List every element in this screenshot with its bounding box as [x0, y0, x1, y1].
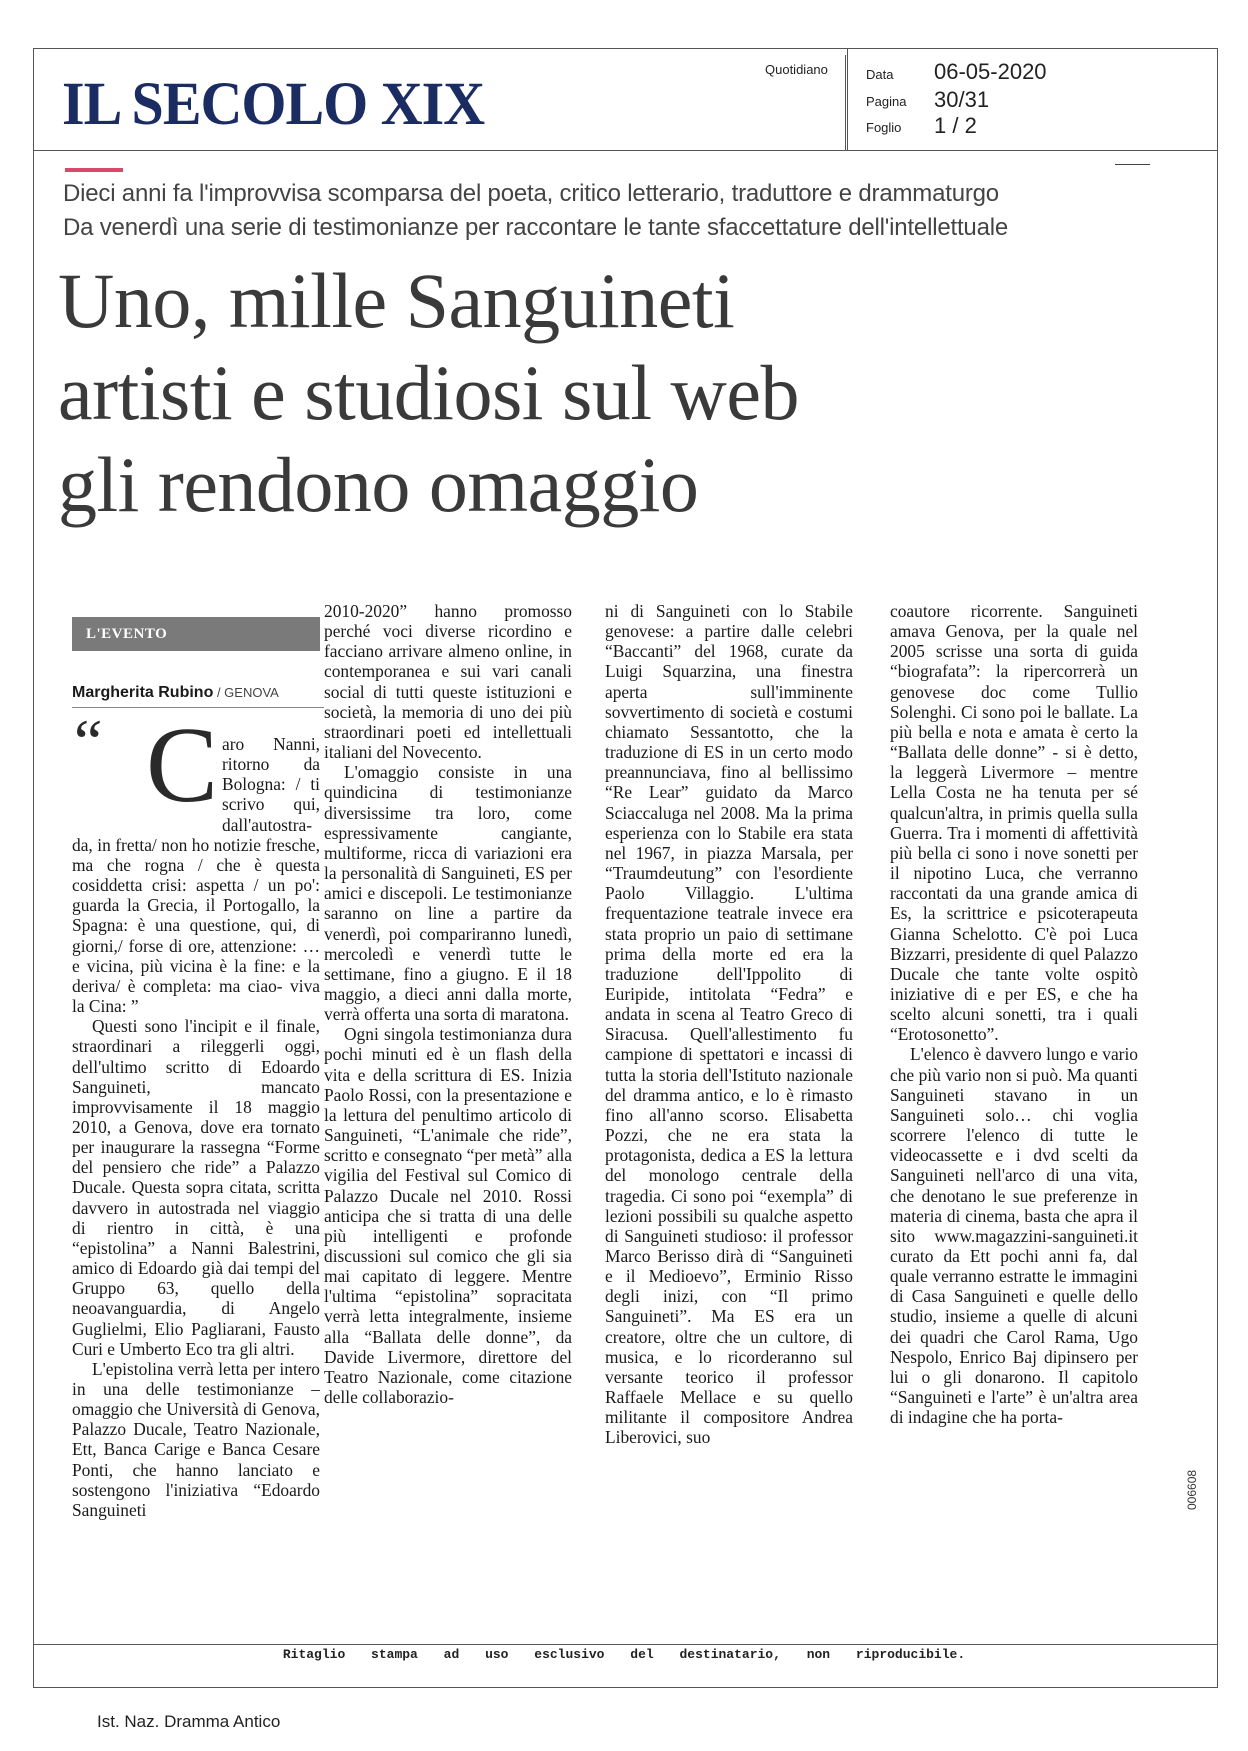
publication-type: Quotidiano [765, 62, 828, 77]
paragraph: L'epistolina verrà letta per intero in una delle testimonianze – omaggio che Università di Genova, Palazzo Ducale, Teatro Nazionale, Ett, Banca Carige e Banca Cesare Ponti, che hanno lanciato e sostengono l'iniziativa “Edoardo Sanguineti [72, 1358, 320, 1520]
headline [58, 255, 799, 531]
paragraph-lead: aro Nanni, ritorno da Bologna: / ti scrivo qui, dall'autostra- [222, 734, 320, 835]
article-column-3 [605, 601, 853, 1448]
article-column-1 [72, 734, 320, 1520]
meta-label-foglio: Foglio [866, 120, 902, 135]
headline-line-1: Uno, mille Sanguineti [58, 257, 735, 344]
meta-value-pagina: 30/31 [934, 87, 990, 112]
section-label: L'EVENTO [72, 617, 320, 651]
headline-line-3: gli rendono omaggio [58, 441, 699, 528]
meta-box [845, 55, 1218, 151]
paragraph: Ogni singola testimonianza dura pochi minuti ed è un flash della vita e della scrittura di ES. Inizia Paolo Rossi, con la presentazione e la lettura del penultimo articolo di Sanguineti, “L'animale che ride”, scritto e consegnato “per metà” alla vigilia del Festival sul Comico di Palazzo Ducale nel 2010. Rossi anticipa che si tratta di una delle più intelligenti e profonde discussioni sul comico che gli sia mai capitato di leggere. Mentre l'ultima “epistolina” sopracitata verrà letta integralmente, insieme alla “Ballata delle donne”, da Davide Livermore, direttore del Teatro Nazionale, come citazione delle collaborazio- [324, 1024, 572, 1408]
top-rule [1115, 164, 1150, 165]
bottom-credit: Ist. Naz. Dramma Antico [97, 1712, 281, 1731]
masthead-logo: IL SECOLO XIX [62, 69, 485, 138]
footer-rule [33, 1644, 1218, 1645]
headline-line-2: artisti e studiosi sul web [58, 349, 799, 436]
paragraph: L'omaggio consiste in una quindicina di testimonianze diversissime tra loro, come espressivamente cangiante, multiforme, ricca di variazioni era la personalità di Sanguineti, ES per amici e discepoli. Le testimonianze saranno on line a partire da venerdì, poi compariranno lunedì, mercoledì e venerdì tutte le settimane, fino a giugno. E il 18 maggio, a dieci anni dalla morte, verrà offerta una sorta di maratona. [324, 762, 572, 1025]
paragraph: da, in fretta/ non ho notizie fresche, ma che rogna / che è questa cosiddetta crisi: aspetta / un po': guarda la Grecia, il Portogallo, la Spagna: è una questione, qui, di giorni,/ forse di ore, attenzione: … e vicina, più vicina è la fine: e la deriva/ è completa: ma ciao- viva la Cina: ” [72, 834, 320, 1017]
meta-value-foglio: 1 / 2 [934, 113, 977, 138]
paragraph: ni di Sanguineti con lo Stabile genovese: a partire dalle celebri “Baccanti” del 1968, curate da Luigi Squarzina, una finestra aperta sull'imminente sovvertimento di società e costumi chiamato Sessantotto, che la traduzione di ES in un certo modo preannunciava, fino al bellissimo “Re Lear” guidato da Marco Sciaccaluga nel 2008. Ma la prima esperienza con lo Stabile era stata nel 1967, in piazza Marsala, per “Traumdeutung” con l'esordiente Paolo Villaggio. L'ultima frequentazione teatrale invece era stata proprio un paio di settimane prima della morte ed era la traduzione dell'Ippolito di Euripide, intitolata “Fedra” e andata in scena al Teatro Greco di Siracusa. Quell'allestimento fu campione di spettatori e incassi di tutta la storia dell'Istituto nazionale del dramma antico, e lo è rimasto fino all'anno scorso. Elisabetta Pozzi, che ne era stata la protagonista, dedica a ES la lettura del monologo centrale della tragedia. Ci sono poi “exempla” di lezioni possibili su qualche aspetto di Sanguineti studioso: il professor Marco Berisso dirà di “Sanguineti e il Medioevo”, Erminio Risso degli inizi, con “Il primo Sanguineti”. Ma ES era un creatore, oltre che un cultore, di musica, e lo ricorderanno sul versante teorico il professor Raffaele Mellace e su quello militante il compositore Andrea Liberovici, suo [605, 601, 853, 1448]
overline-2: Da venerdì una serie di testimonianze per raccontare le tante sfaccettature dell'intellettuale [63, 214, 1008, 241]
paragraph: 2010-2020” hanno promosso perché voci diverse ricordino e facciano arrivare almeno online, in contemporanea e sui vari canali social di tutti queste istituzioni e società, la memoria di uno dei più straordinari poeti ed intellettuali italiani del Novecento. [324, 601, 572, 763]
paragraph: Questi sono l'incipit e il finale, straordinari a rileggerli oggi, dell'ultimo scritto di Edoardo Sanguineti, mancato improvvisamente il 18 maggio 2010, a Genova, dove era tornato per inaugurare la rassegna “Forme del pensiero che ride” a Palazzo Ducale. Questa sopra citata, scritta davvero in autostrada nel viaggio di rientro in città, è una “epistolina” a Nanni Balestrini, amico di Edoardo già dai tempi del Gruppo 63, quello della neoavanguardia, di Angelo Guglielmi, Elio Pagliarani, Fausto Curi e Umberto Eco tra gli altri. [72, 1016, 320, 1359]
article-column-4 [890, 601, 1138, 1427]
accent-bar [65, 168, 123, 172]
meta-value-data: 06-05-2020 [934, 59, 1047, 84]
meta-label-data: Data [866, 67, 894, 82]
author-name: Margherita Rubino [72, 684, 214, 701]
byline [72, 684, 279, 702]
overline-1: Dieci anni fa l'improvvisa scomparsa del poeta, critico letterario, traduttore e drammaturgo [63, 180, 999, 207]
drop-cap: C [146, 706, 219, 825]
opening-quote-mark: “ [74, 706, 103, 777]
author-location: / GENOVA [213, 685, 279, 700]
paragraph: L'elenco è davvero lungo e vario che più vario non si può. Ma quanti Sanguineti stavano in un Sanguineti solo… chi voglia scorrere l'elenco di tutte le videocassette e i dvd scelti da Sanguineti nell'arco di una vita, che denotano le sue preferenze in materia di cinema, basta che apra il sito www.magazzini-sanguineti.it curato da Ett pochi anni fa, dal quale verranno estratte le immagini di Casa Sanguineti e quelle dello studio, insieme a quelle di alcuni dei quadri che Carol Rama, Ugo Nespolo, Enrico Baj dipinsero per lui o gli donarono. Il capitolo “Sanguineti e l'arte” è un'altra area di indagine che ha porta- [890, 1044, 1138, 1428]
side-code: 006608 [1185, 1469, 1199, 1510]
meta-label-pagina: Pagina [866, 94, 907, 109]
paragraph: coautore ricorrente. Sanguineti amava Genova, per la quale nel 2005 scrisse una sorta di guida “biografata”: la ripercorrerà un genovese doc come Tullio Solenghi. Ci sono poi le ballate. La più bella e nota e amata è certo la “Ballata delle donne” - si è detto, la leggerà Livermore – mentre Lella Costa ne ha tenuta per sé qualcun'altra, in primis quella sulla Guerra. Tra i momenti di affettività più bella ci sono i nove sonetti per il nipotino Luca, che verranno raccontati da una grande amica di Es, la scrittrice e psicoterapeuta Gianna Schelotto. C'è poi Luca Bizzarri, presidente di quel Palazzo Ducale che tante volte ospitò iniziative di e per ES, e che ha scelto alcuni sonetti, tra i quali “Erotosonetto”. [890, 601, 1138, 1045]
article-column-2 [324, 601, 572, 1407]
footer-notice: Ritaglio stampa ad uso esclusivo del destinatario, non riproducibile. [282, 1647, 966, 1662]
